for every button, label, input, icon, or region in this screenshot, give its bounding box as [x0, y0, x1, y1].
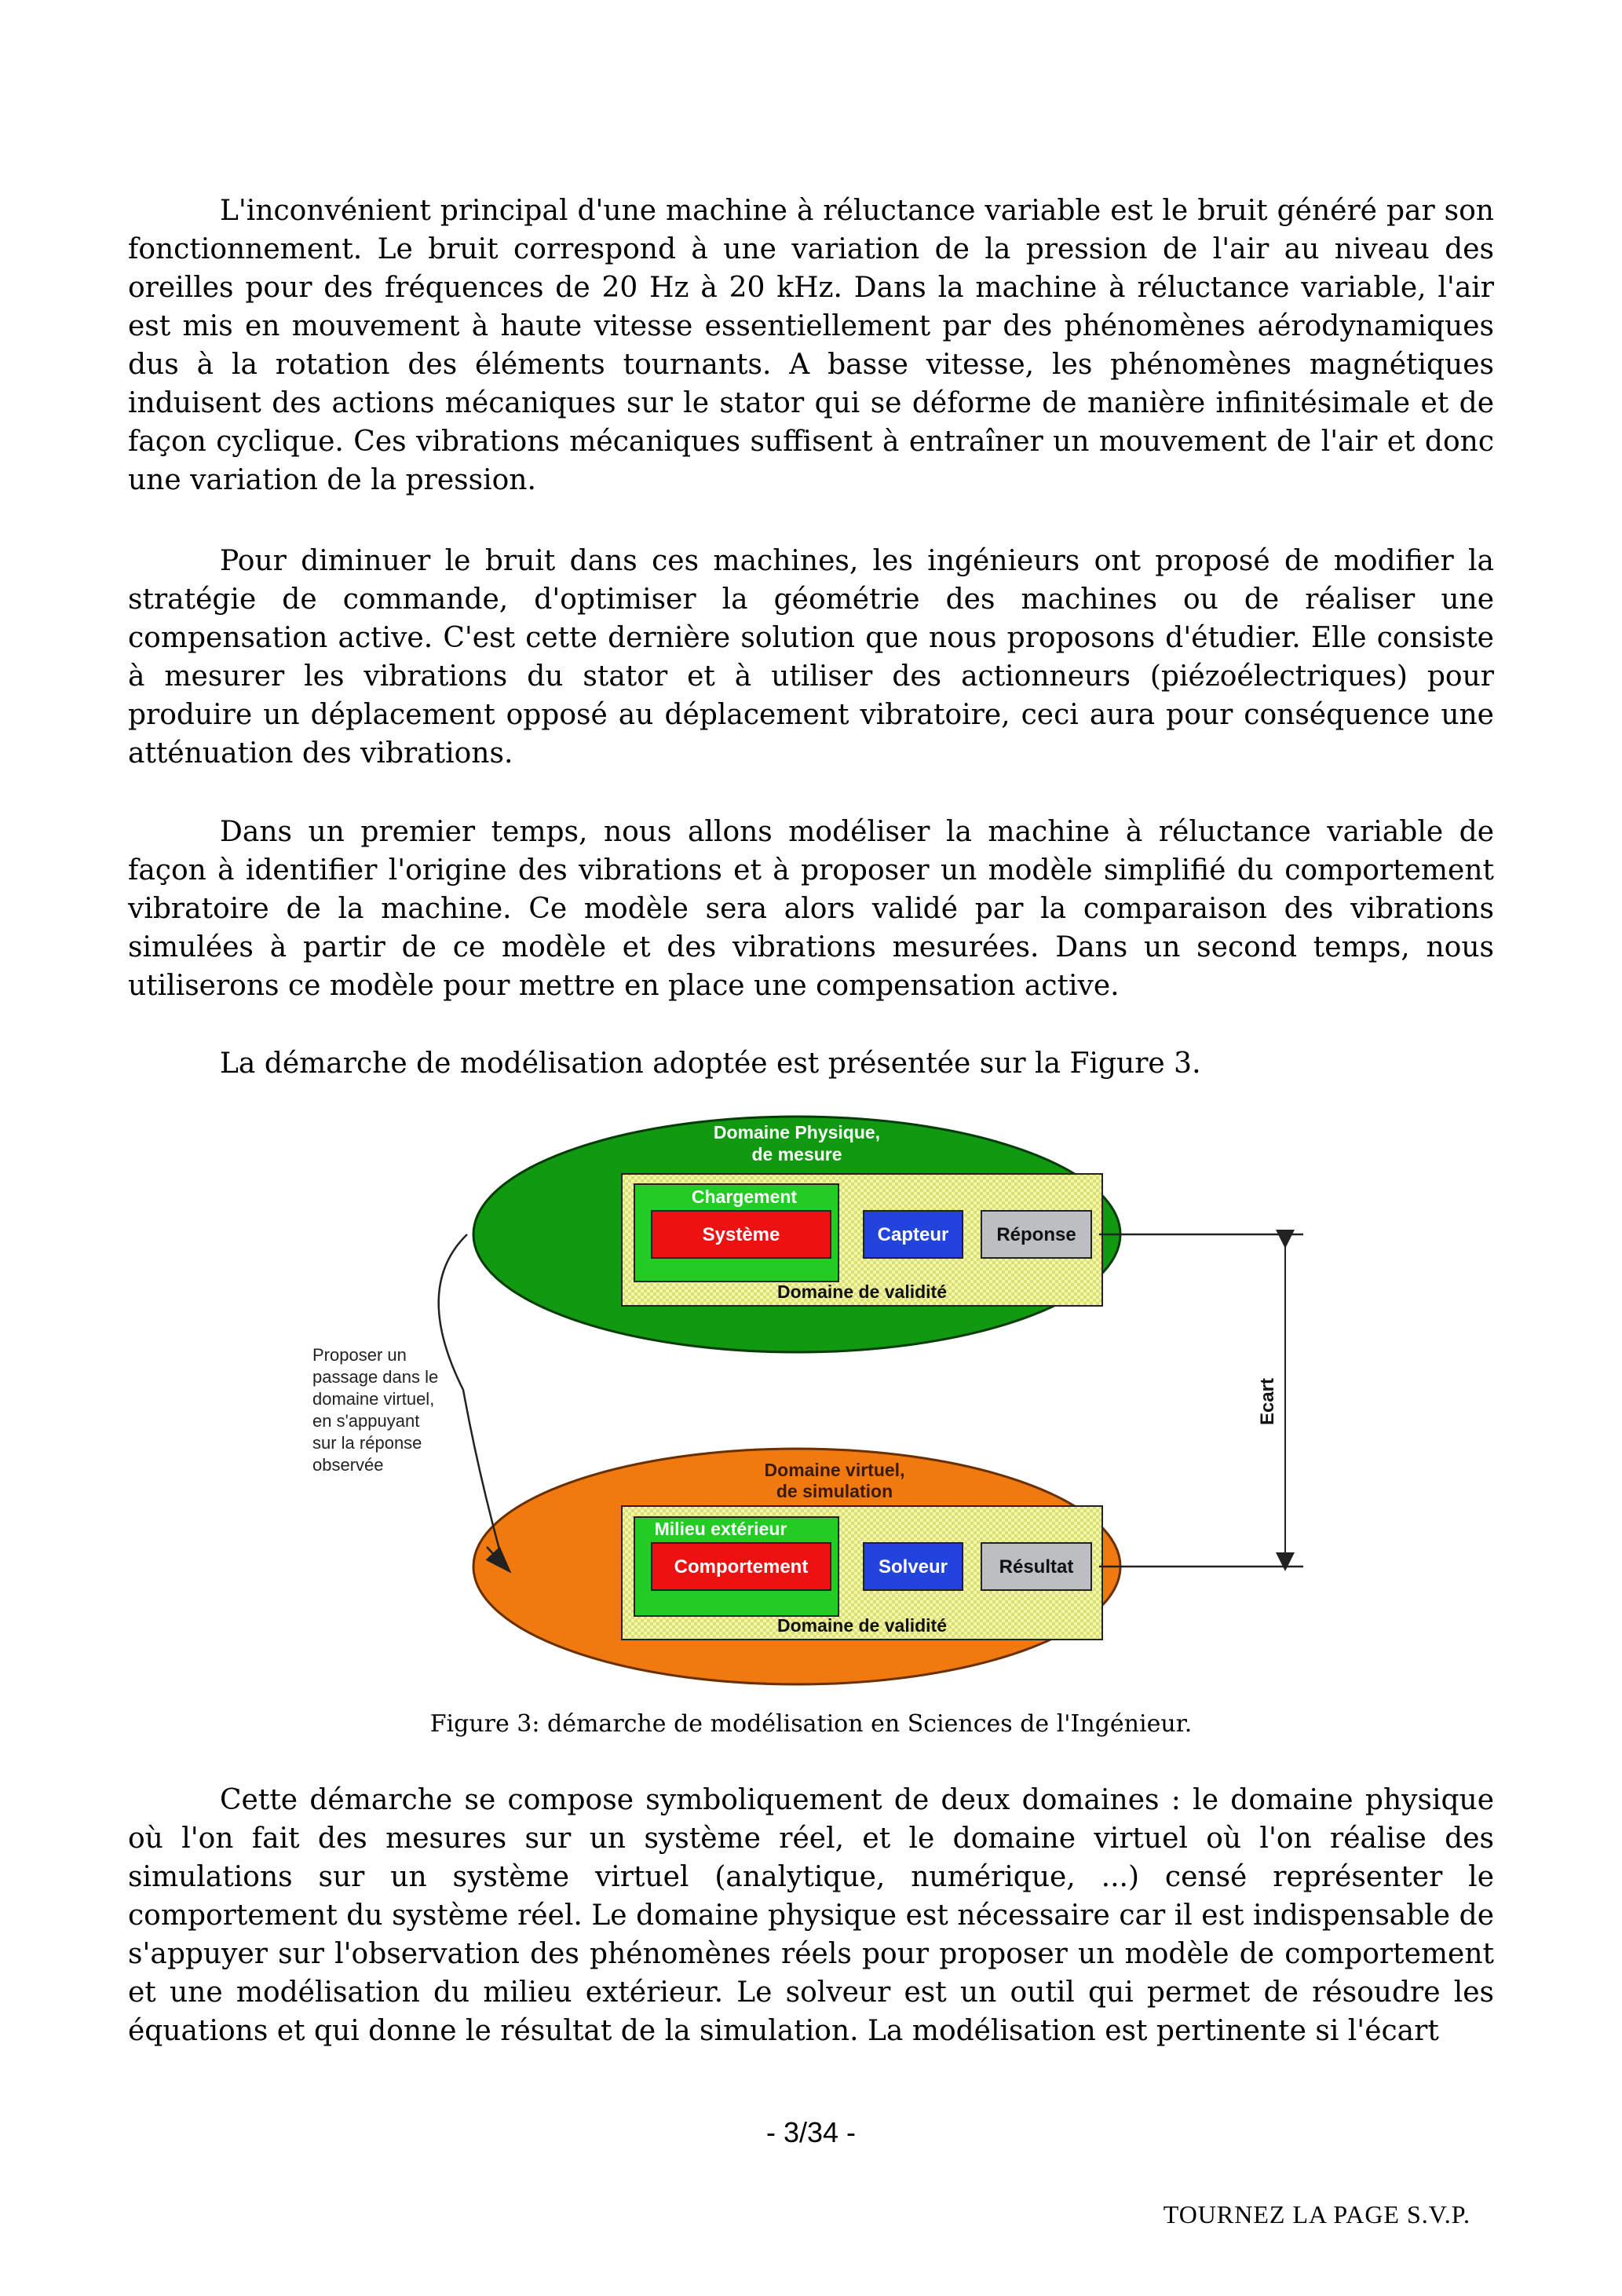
sensor-label: Capteur: [877, 1224, 949, 1245]
system-label: Système: [702, 1224, 780, 1245]
physical-domain-subtitle: de mesure: [751, 1144, 842, 1164]
result-label: Résultat: [999, 1556, 1074, 1578]
physical-validity-label: Domaine de validité: [776, 1281, 948, 1302]
side-note-line-6: observée: [312, 1455, 384, 1475]
paragraph-domains-description: Cette démarche se compose symboliquement de deux domaines : le domaine physique où l'on fait des mesures sur un système réel, et le domaine virtuel où l'on réalise des simulations sur un système virtuel (analytique, numérique, ...) censé représenter le comportement du système réel. Le domaine physique est nécessaire car il est indispensable de s'appuyer sur l'observation des phénomènes réels pour proposer un modèle de comportement et une modélisation du milieu extérieur. Le solveur est un outil qui permet de résoudre les équations et qui donne le résultat de la simulation. La modélisation est pertinente si l'écart: [128, 1784, 1494, 2047]
side-note-line-4: en s'appuyant: [312, 1411, 420, 1431]
side-note-line-1: Proposer un: [312, 1345, 407, 1365]
paragraph-noise-reduction: Pour diminuer le bruit dans ces machines, les ingénieurs ont proposé de modifier la stratégie de commande, d'optimiser la géométrie des machines ou de réaliser une compensation active. C'est cette dernière solution que nous proposons d'étudier. Elle consiste à mesurer les vibrations du stator et à utiliser des actionneurs (piézoélectriques) pour produire un déplacement opposé au déplacement vibratoire, ceci aura pour conséquence une atténuation des vibrations.: [128, 545, 1494, 770]
figure-caption: Figure 3: démarche de modélisation en Sciences de l'Ingénieur.: [429, 1710, 1193, 1738]
figure-3-diagram: [298, 1107, 1319, 1704]
footer-turn-page: TOURNEZ LA PAGE S.V.P.: [1163, 2200, 1470, 2228]
environment-label: Milieu extérieur: [654, 1519, 787, 1539]
loading-label: Chargement: [691, 1186, 798, 1207]
transition-arrow: [439, 1234, 504, 1567]
paragraph-intro: L'inconvénient principal d'une machine à réluctance variable est le bruit généré par son fonctionnement. Le bruit correspond à une variation de la pression de l'air au niveau des oreilles pour des fréquences de 20 Hz à 20 kHz. Dans la machine à réluctance variable, l'air est mis en mouvement à haute vitesse essentiellement par des phénomènes aérodynamiques dus à la rotation des éléments tournants. A basse vitesse, les phénomènes magnétiques induisent des actions mécaniques sur le stator qui se déforme de manière infinitésimale et de façon cyclique. Ces vibrations mécaniques suffisent à entraîner un mouvement de l'air et donc une variation de la pression.: [128, 195, 1494, 496]
virtual-validity-label: Domaine de validité: [776, 1615, 948, 1636]
gap-label: Ecart: [1257, 1377, 1278, 1426]
paragraph-figure-reference: La démarche de modélisation adoptée est présentée sur la Figure 3.: [220, 1047, 1201, 1080]
response-label: Réponse: [996, 1224, 1076, 1245]
side-note-line-2: passage dans le: [312, 1367, 439, 1387]
physical-domain-title: Domaine Physique,: [713, 1122, 881, 1143]
virtual-domain-title: Domaine virtuel,: [764, 1460, 905, 1480]
paragraph-modeling-plan: Dans un premier temps, nous allons modéliser la machine à réluctance variable de façon à identifier l'origine des vibrations et à proposer un modèle simplifié du comportement vibratoire de la machine. Ce modèle sera alors validé par la comparaison des vibrations simulées à partir de ce modèle et des vibrations mesurées. Dans un second temps, nous utiliserons ce modèle pour mettre en place une compensation active.: [128, 816, 1494, 1002]
side-note-line-5: sur la réponse: [312, 1433, 422, 1453]
solver-label: Solveur: [878, 1556, 948, 1578]
side-note-line-3: domaine virtuel,: [312, 1389, 435, 1409]
page-number: - 3/34 -: [765, 2116, 857, 2148]
behavior-label: Comportement: [674, 1556, 809, 1578]
virtual-domain-subtitle: de simulation: [776, 1481, 893, 1501]
